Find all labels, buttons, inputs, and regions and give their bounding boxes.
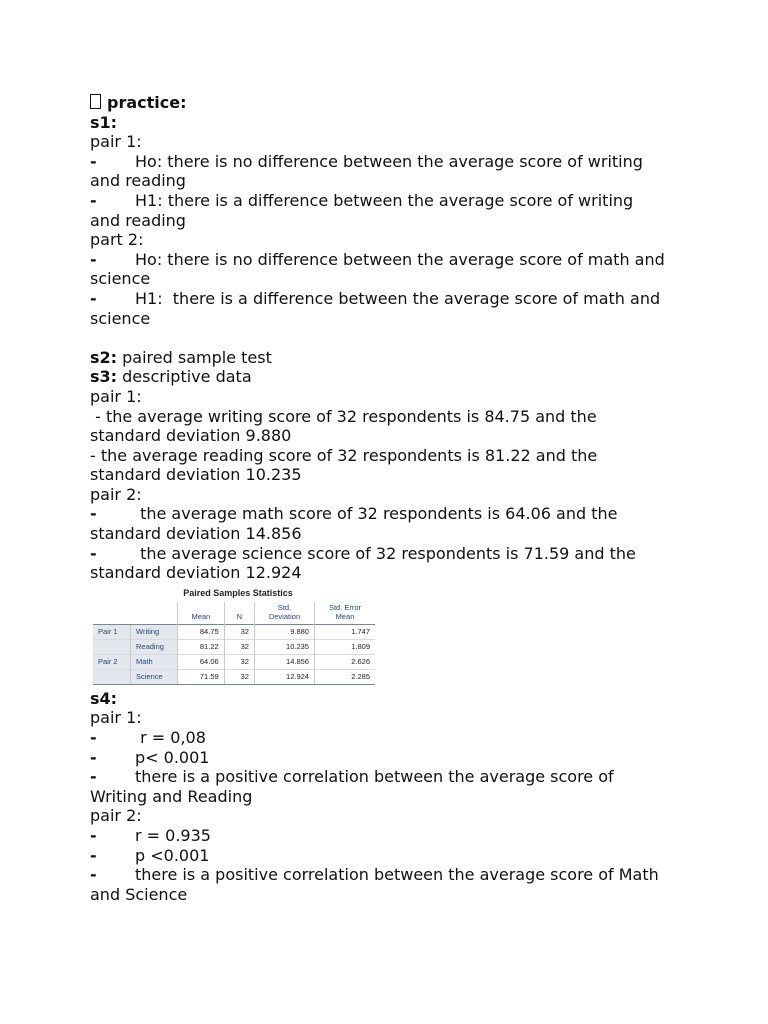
bullet-continuation: and reading [90, 210, 186, 230]
bullet-dash: - [90, 747, 97, 767]
table-row [93, 654, 375, 669]
bullet-dash: - [90, 845, 97, 865]
s3-pair1-label: pair 1: [90, 386, 142, 406]
table-header-sd: Std. Deviation [254, 602, 314, 625]
row-group-label [93, 669, 131, 684]
bullet-item [90, 191, 690, 211]
cell-std-deviation: 10.235 [254, 639, 314, 654]
bullet-item [90, 865, 690, 885]
cell-std-error: 1.747 [314, 624, 375, 639]
practice-title: practice: [107, 93, 187, 112]
bullet-item [90, 728, 690, 748]
s1-label: s1: [90, 112, 118, 132]
bullet-item [90, 748, 690, 768]
table-header-n: N [224, 602, 254, 625]
bullet-item [90, 544, 690, 564]
bullet-continuation: science [90, 269, 151, 289]
row-variable-label: Writing [131, 624, 178, 639]
table-header-mean: Mean [178, 602, 225, 625]
bullet-dash: - [90, 151, 97, 171]
cell-n: 32 [224, 624, 254, 639]
paired-samples-statistics-table [93, 586, 375, 685]
bullet-continuation: standard deviation 12.924 [90, 563, 302, 583]
s3-pair1-line: - the average reading score of 32 respondents is 81.22 and the [90, 445, 598, 465]
bullet-dash: - [90, 288, 97, 308]
bullet-text: p <0.001 [135, 845, 210, 865]
bullet-dash: - [90, 728, 97, 748]
cell-std-error: 2.626 [314, 654, 375, 669]
s3-text: descriptive data [117, 367, 252, 387]
bullet-item [90, 152, 690, 172]
s3-label: s3: [90, 367, 118, 387]
table-row [93, 639, 375, 654]
bullet-continuation: and reading [90, 171, 186, 191]
s2-text: paired sample test [117, 347, 272, 367]
s3-line [90, 367, 690, 387]
s4-pair1-list [90, 728, 690, 806]
bullet-dash: - [90, 543, 97, 563]
stats-grid [93, 602, 375, 685]
bullet-item [90, 767, 690, 787]
s3-pair1-line: standard deviation 9.880 [90, 426, 292, 446]
s1-pair2-list [90, 250, 690, 328]
table-header-blank [93, 602, 178, 625]
bullet-item [90, 289, 690, 309]
cell-n: 32 [224, 639, 254, 654]
bullet-text: the average math score of 32 respondents is 64.06 and the [135, 504, 618, 524]
row-group-label: Pair 2 [93, 654, 131, 669]
bullet-text: Ho: there is no difference between the average score of writing [135, 151, 643, 171]
bullet-dash: - [90, 190, 97, 210]
bullet-dash: - [90, 826, 97, 845]
bullet-dash: - [90, 504, 97, 524]
s1-pair1-list [90, 152, 690, 230]
bullet-item [90, 250, 690, 270]
bullet-dash: - [90, 865, 97, 885]
bullet-item [90, 826, 690, 846]
bullet-text: r = 0,08 [135, 728, 206, 748]
row-variable-label: Math [131, 654, 178, 669]
bullet-continuation: and Science [90, 884, 188, 904]
table-header-row [93, 602, 375, 625]
bullet-text: Ho: there is no difference between the average score of math and [135, 249, 665, 269]
bullet-text: H1: there is a difference between the average score of writing [135, 190, 634, 210]
row-group-label [93, 639, 131, 654]
bullet-item [90, 504, 690, 524]
bullet-item [90, 846, 690, 866]
cell-mean: 64.06 [178, 654, 225, 669]
cell-std-deviation: 12.924 [254, 669, 314, 684]
s3-pair2-list [90, 504, 690, 582]
table-row [93, 624, 375, 639]
s3-pair1-line: standard deviation 10.235 [90, 465, 302, 485]
table-body [93, 624, 375, 684]
s1-pair1-label: pair 1: [90, 132, 142, 152]
cell-mean: 71.59 [178, 669, 225, 684]
table-header-se: Std. Error Mean [314, 602, 375, 625]
bullet-dash: - [90, 249, 97, 269]
bullet-continuation: standard deviation 14.856 [90, 524, 302, 544]
bullet-text: r = 0.935 [135, 826, 211, 845]
cell-std-deviation: 9.880 [254, 624, 314, 639]
cell-mean: 81.22 [178, 639, 225, 654]
cell-n: 32 [224, 654, 254, 669]
s2-line [90, 348, 690, 368]
bullet-text: p< 0.001 [135, 747, 210, 767]
s4-pair1-label: pair 1: [90, 708, 142, 728]
row-variable-label: Reading [131, 639, 178, 654]
blank-line [90, 328, 690, 348]
row-variable-label: Science [131, 669, 178, 684]
s4-pair2-label: pair 2: [90, 806, 142, 826]
cell-std-error: 2.285 [314, 669, 375, 684]
cell-std-error: 1.809 [314, 639, 375, 654]
s4-pair2-list [90, 826, 690, 904]
bullet-continuation: Writing and Reading [90, 786, 253, 806]
s3-pair2-label: pair 2: [90, 484, 142, 504]
table-row [93, 669, 375, 684]
practice-heading [90, 93, 690, 113]
table-title: Paired Samples Statistics [183, 587, 293, 598]
s2-label: s2: [90, 347, 118, 367]
s3-pair1-line: - the average writing score of 32 respondents is 84.75 and the [90, 406, 597, 426]
bullet-continuation: science [90, 308, 151, 328]
cell-n: 32 [224, 669, 254, 684]
bullet-text: there is a positive correlation between the average score of [135, 767, 614, 787]
checkbox-icon [90, 94, 101, 109]
s1-pair2-label: part 2: [90, 230, 144, 250]
bullet-dash: - [90, 767, 97, 787]
cell-std-deviation: 14.856 [254, 654, 314, 669]
row-group-label: Pair 1 [93, 624, 131, 639]
s4-label: s4: [90, 688, 118, 708]
cell-mean: 84.75 [178, 624, 225, 639]
bullet-text: H1: there is a difference between the average score of math and [135, 288, 661, 308]
bullet-text: there is a positive correlation between the average score of Math [135, 865, 659, 885]
document-body [90, 93, 690, 904]
bullet-text: the average science score of 32 respondents is 71.59 and the [135, 543, 636, 563]
